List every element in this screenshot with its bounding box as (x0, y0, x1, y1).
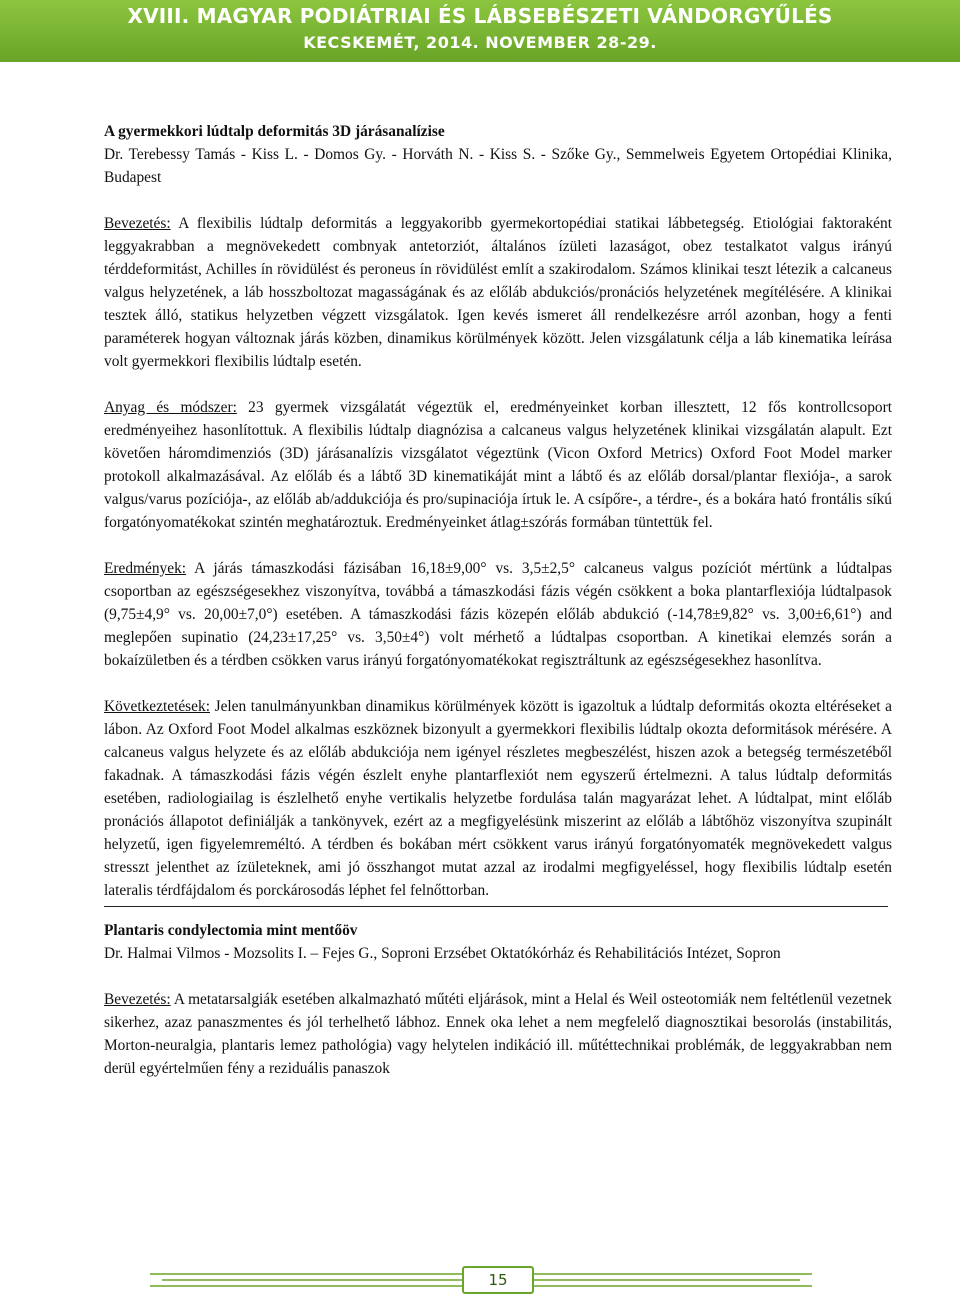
methods-label: Anyag és módszer: (104, 399, 237, 416)
article1-title: A gyermekkori lúdtalp deformitás 3D járásanalízise (104, 123, 445, 140)
header-banner (0, 0, 960, 62)
conference-title: XVIII. MAGYAR PODIÁTRIAI ÉS LÁBSEBÉSZETI VÁNDORGYŰLÉS (127, 4, 833, 28)
article2-title: Plantaris condylectomia mint mentőöv (104, 922, 358, 939)
intro-text: A flexibilis lúdtalp deformitás a leggyakoribb gyermekortopédiai statikai lábbetegség. Etiológiai faktoraként leggyakrabban a megnövekedett combnyak antetorziót, általános ízületi lazaságot, obez testalkatot valgus irányú térddeformitást, Achilles ín rövidülést és peroneus ín rövidülést említ a szakirodalom. Számos klinikai teszt létezik a calcaneus valgus helyzetének, a láb hosszboltozat magasságának és az előláb abdukciós/pronációs helyzetének megítélésére. A klinikai tesztek álló, statikus helyzetben végzett vizsgálatok. Igen kevés ismeret áll rendelkezésre arról azonban, hogy a fenti paraméterek hogyan változnak járás közben, dinamikus körülmények között. Jelen vizsgálatunk célja a láb kinematika leírása volt gyermekkori flexibilis lúdtalp esetén. (104, 215, 892, 370)
results-text: A járás támaszkodási fázisában 16,18±9,00° vs. 3,5±2,5° calcaneus valgus pozíciót mértünk a lúdtalpas csoportban az egészségesekhez viszonyítva, továbbá a támaszkodási fázis végén csökkent a boka plantarflexiója lúdtalpasok (9,75±4,9° vs. 20,00±7,0°) esetében. A támaszkodási fázis közepén előláb abdukció (-14,78±9,82° vs. 3,00±6,61°) and meglepően supinatio (24,23±17,25° vs. 3,50±4°) volt mérhető a lúdtalpas csoportban. A kinetikai elemzés során a bokaízületben és a térdben csökken varus irányú forgatónyomatékokat regisztráltunk az egészségesekhez hasonlítva. (104, 560, 892, 669)
article2-introduction (104, 988, 892, 1080)
intro-text: A metatarsalgiák esetében alkalmazható műtéti eljárások, mint a Helal és Weil osteotomiák nem feltétlenül vezetnek sikerhez, azaz panaszmentes és jól terhelhető lábhoz. Ennek oka lehet a nem megfelelő diagnosztikai besorolás (instabilitás, Morton-neuralgia, plantaris lemez pathológia) vagy helytelen indikáció ill. műtéttechnikai problémák, de leggyakrabban nem derül egyértelműen fény a reziduális panaszok (104, 991, 892, 1077)
conclusions-text: Jelen tanulmányunkban dinamikus körülmények között is igazoltuk a lúdtalp deformitás okozta eltéréseket a lábon. Az Oxford Foot Model alkalmas eszköznek bizonyult a gyermekkori flexibilis lúdtalp okozta deformitások mérésére. A calcaneus valgus helyzete és az előláb abdukciója nem igényel részletes megbeszélést, hiszen azok a betegség természetéből fakadnak. A támaszkodási fázis végén észlelt enyhe plantarflexiót nem egyszerű értelmezni. A talus lúdtalp deformitás esetében, radiologiailag is észlelhető enyhe vertikalis helyzetbe fordulása talán magyarázat lehet. A lúdtalpat, mint előláb pronációs állapotot definiálják a tankönyvek, ezért az a megfigyelésünk miszerint az előláb a lábtőhöz viszonyítva szupinált helyzetű, igen figyelemreméltó. A térdben és bokában mért csökkent varus irányú forgatónyomaték megnövekedett valgus stresszt jelenthet az ízületeknek, ami jó összhangot mutat azzal az irodalmi megfigyeléssel, hogy flexibilis lúdtalp esetén lateralis térdfájdalom és porckárosodás léphet fel felnőttorban. (104, 698, 892, 899)
conclusions-label: Következtetések: (104, 698, 210, 715)
results-label: Eredmények: (104, 560, 187, 577)
article1-authors: Dr. Terebessy Tamás - Kiss L. - Domos Gy. - Horváth N. - Kiss S. - Szőke Gy., Semmelweis Egyetem Ortopédiai Klinika, Budapest (104, 146, 892, 186)
page-content (104, 120, 892, 1080)
intro-label: Bevezetés: (104, 991, 171, 1008)
article1-methods (104, 396, 892, 534)
article2-authors: Dr. Halmai Vilmos - Mozsolits I. – Fejes G., Soproni Erzsébet Oktatókórház és Rehabilitációs Intézet, Sopron (104, 945, 781, 962)
article1-results (104, 557, 892, 672)
page-number: 15 (462, 1266, 534, 1294)
conference-location-date: KECSKEMÉT, 2014. NOVEMBER 28-29. (303, 33, 657, 52)
methods-text: 23 gyermek vizsgálatát végeztük el, eredményeinket korban illesztett, 12 fős kontrollcsoport eredményeihez hasonlítottuk. A flexibilis lúdtalp diagnózisa a calcaneus valgus helyzetének klinikai vizsgálatán alapult. Ezt követően háromdimenziós (3D) járásanalízis vizsgálatot végeztünk (Vicon Oxford Metrics) Oxford Foot Model marker protokoll alkalmazásával. Az előláb és a lábtő 3D kinematikáját mint a lábtő és az előláb dorsal/plantar flexiója-, a sarok valgus/varus pozíciója-, az előláb ab/addukciója és pro/supinaciója írtuk le. A csípőre-, a térdre-, és a bokára ható frontális síkú forgatónyomatékokat szintén meghatároztuk. Eredményeinket átlag±szórás formában tüntettük fel. (104, 399, 892, 531)
article1-introduction (104, 212, 892, 373)
article1-conclusions (104, 695, 892, 902)
intro-label: Bevezetés: (104, 215, 171, 232)
